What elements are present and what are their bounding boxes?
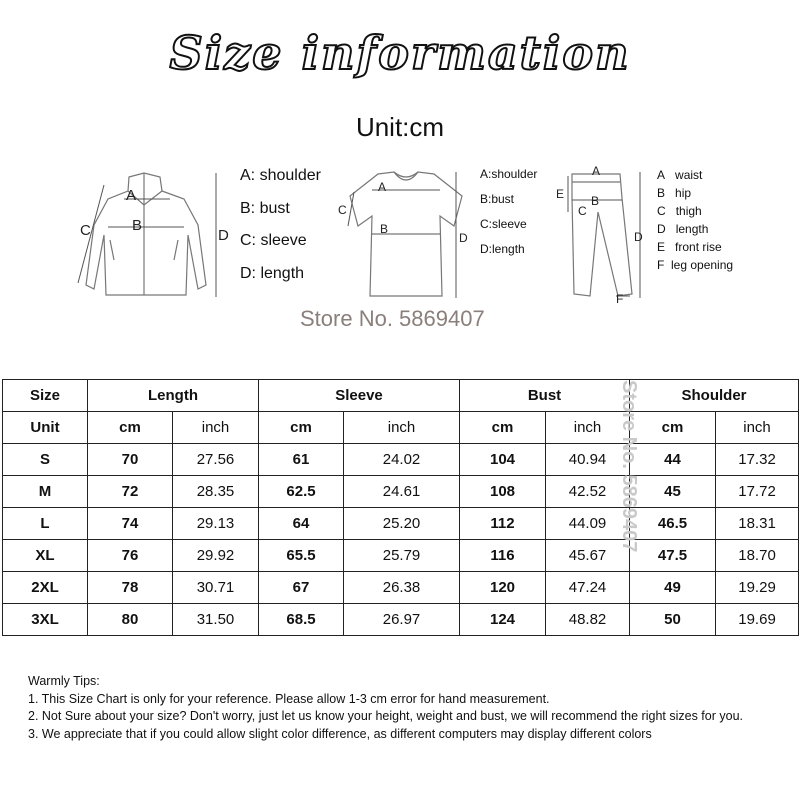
value-cell: 120 bbox=[460, 572, 546, 604]
value-cell: 24.61 bbox=[344, 476, 460, 508]
value-cell: 18.31 bbox=[716, 508, 799, 540]
tshirt-letter-b: B bbox=[380, 222, 389, 236]
value-cell: 108 bbox=[460, 476, 546, 508]
pants-legend-item: D length bbox=[657, 222, 709, 236]
unit-cell: cm bbox=[259, 412, 344, 444]
value-cell: 44.09 bbox=[546, 508, 630, 540]
value-cell: 74 bbox=[88, 508, 173, 540]
value-cell: 31.50 bbox=[173, 604, 259, 636]
unit-cell: inch bbox=[716, 412, 799, 444]
size-cell: S bbox=[3, 444, 88, 476]
value-cell: 17.32 bbox=[716, 444, 799, 476]
value-cell: 25.79 bbox=[344, 540, 460, 572]
value-cell: 124 bbox=[460, 604, 546, 636]
jacket-letter-b: B bbox=[132, 217, 143, 234]
jacket-letter-d: D bbox=[218, 227, 229, 244]
pants-legend-item: F leg opening bbox=[657, 258, 734, 272]
value-cell: 19.69 bbox=[716, 604, 799, 636]
value-cell: 18.70 bbox=[716, 540, 799, 572]
tshirt-legend-item: A:shoulder bbox=[480, 167, 538, 181]
table-unit-row bbox=[3, 412, 799, 444]
page-title: Size information bbox=[169, 26, 631, 80]
table-header-row bbox=[3, 380, 799, 412]
tshirt-letter-c: C bbox=[338, 203, 347, 217]
unit-label: Unit:cm bbox=[355, 112, 445, 142]
size-cell: L bbox=[3, 508, 88, 540]
value-cell: 112 bbox=[460, 508, 546, 540]
value-cell: 62.5 bbox=[259, 476, 344, 508]
pants-legend-item: A waist bbox=[657, 168, 703, 182]
header-bust: Bust bbox=[460, 380, 630, 412]
value-cell: 72 bbox=[88, 476, 173, 508]
value-cell: 48.82 bbox=[546, 604, 630, 636]
value-cell: 17.72 bbox=[716, 476, 799, 508]
value-cell: 68.5 bbox=[259, 604, 344, 636]
size-cell: M bbox=[3, 476, 88, 508]
value-cell: 29.13 bbox=[173, 508, 259, 540]
tip-item: 1. This Size Chart is only for your reference. Please allow 1-3 cm error for hand measurement. bbox=[28, 691, 550, 706]
pants-legend-item: B hip bbox=[657, 186, 692, 200]
pants-diagram bbox=[556, 162, 651, 307]
value-cell: 47.5 bbox=[630, 540, 716, 572]
unit-cell: inch bbox=[546, 412, 630, 444]
jacket-legend-item: C: sleeve bbox=[240, 232, 307, 249]
value-cell: 61 bbox=[259, 444, 344, 476]
tshirt-letter-a: A bbox=[378, 180, 387, 194]
value-cell: 76 bbox=[88, 540, 173, 572]
value-cell: 42.52 bbox=[546, 476, 630, 508]
pants-letter-a: A bbox=[592, 164, 601, 178]
value-cell: 70 bbox=[88, 444, 173, 476]
tip-item: 2. Not Sure about your size? Don't worry, just let us know your height, weight and bust, we will recommend the right sizes for you. bbox=[28, 709, 743, 723]
store-watermark: Store No. 5869407 bbox=[618, 380, 640, 553]
pants-legend-item: C thigh bbox=[657, 204, 702, 218]
unit-cell: inch bbox=[344, 412, 460, 444]
value-cell: 25.20 bbox=[344, 508, 460, 540]
value-cell: 67 bbox=[259, 572, 344, 604]
pants-legend bbox=[657, 168, 733, 276]
jacket-drawing bbox=[74, 165, 224, 305]
jacket-letter-c: C bbox=[80, 222, 91, 239]
unit-cell: Unit bbox=[3, 412, 88, 444]
value-cell: 19.29 bbox=[716, 572, 799, 604]
pants-legend-item: E front rise bbox=[657, 240, 722, 254]
jacket-legend bbox=[240, 167, 321, 297]
header-length: Length bbox=[88, 380, 259, 412]
value-cell: 49 bbox=[630, 572, 716, 604]
value-cell: 46.5 bbox=[630, 508, 716, 540]
table-row bbox=[3, 604, 799, 636]
value-cell: 30.71 bbox=[173, 572, 259, 604]
value-cell: 65.5 bbox=[259, 540, 344, 572]
jacket-diagram bbox=[74, 165, 234, 305]
value-cell: 29.92 bbox=[173, 540, 259, 572]
header-shoulder: Shoulder bbox=[630, 380, 799, 412]
store-number: Store No. 5869407 bbox=[300, 306, 485, 331]
unit-cell: cm bbox=[630, 412, 716, 444]
pants-letter-d: D bbox=[634, 230, 643, 244]
tshirt-legend-item: D:length bbox=[480, 242, 525, 256]
jacket-letter-a: A bbox=[126, 187, 137, 204]
unit-cell: inch bbox=[173, 412, 259, 444]
table-row bbox=[3, 444, 799, 476]
pants-letter-b: B bbox=[591, 194, 600, 208]
jacket-legend-item: D: length bbox=[240, 264, 305, 282]
tshirt-legend bbox=[480, 167, 537, 267]
value-cell: 64 bbox=[259, 508, 344, 540]
table-row bbox=[3, 476, 799, 508]
value-cell: 26.97 bbox=[344, 604, 460, 636]
value-cell: 26.38 bbox=[344, 572, 460, 604]
tshirt-legend-item: B:bust bbox=[480, 192, 515, 206]
value-cell: 116 bbox=[460, 540, 546, 572]
jacket-legend-item: A: shoulder bbox=[240, 167, 321, 184]
table-row bbox=[3, 572, 799, 604]
tshirt-diagram bbox=[336, 168, 476, 303]
pants-letter-f: F bbox=[616, 292, 624, 306]
pants-letter-c: C bbox=[578, 204, 587, 218]
unit-cell: cm bbox=[88, 412, 173, 444]
tshirt-legend-item: C:sleeve bbox=[480, 217, 527, 231]
value-cell: 28.35 bbox=[173, 476, 259, 508]
header-size: Size bbox=[3, 380, 88, 412]
size-table bbox=[2, 379, 799, 636]
value-cell: 47.24 bbox=[546, 572, 630, 604]
pants-letter-e: E bbox=[556, 187, 565, 201]
table-row bbox=[3, 540, 799, 572]
tips-heading: Warmly Tips: bbox=[28, 674, 100, 688]
tshirt-letter-d: D bbox=[459, 231, 468, 245]
value-cell: 50 bbox=[630, 604, 716, 636]
warmly-tips bbox=[28, 673, 743, 743]
value-cell: 27.56 bbox=[173, 444, 259, 476]
value-cell: 104 bbox=[460, 444, 546, 476]
value-cell: 24.02 bbox=[344, 444, 460, 476]
size-cell: 2XL bbox=[3, 572, 88, 604]
value-cell: 44 bbox=[630, 444, 716, 476]
value-cell: 45.67 bbox=[546, 540, 630, 572]
value-cell: 78 bbox=[88, 572, 173, 604]
tshirt-drawing bbox=[336, 168, 471, 303]
size-cell: 3XL bbox=[3, 604, 88, 636]
value-cell: 80 bbox=[88, 604, 173, 636]
table-row bbox=[3, 508, 799, 540]
unit-cell: cm bbox=[460, 412, 546, 444]
size-cell: XL bbox=[3, 540, 88, 572]
tip-item: 3. We appreciate that if you could allow slight color difference, as different computers may display different colors bbox=[28, 726, 652, 741]
value-cell: 40.94 bbox=[546, 444, 630, 476]
header-sleeve: Sleeve bbox=[259, 380, 460, 412]
value-cell: 45 bbox=[630, 476, 716, 508]
jacket-legend-item: B: bust bbox=[240, 199, 290, 217]
